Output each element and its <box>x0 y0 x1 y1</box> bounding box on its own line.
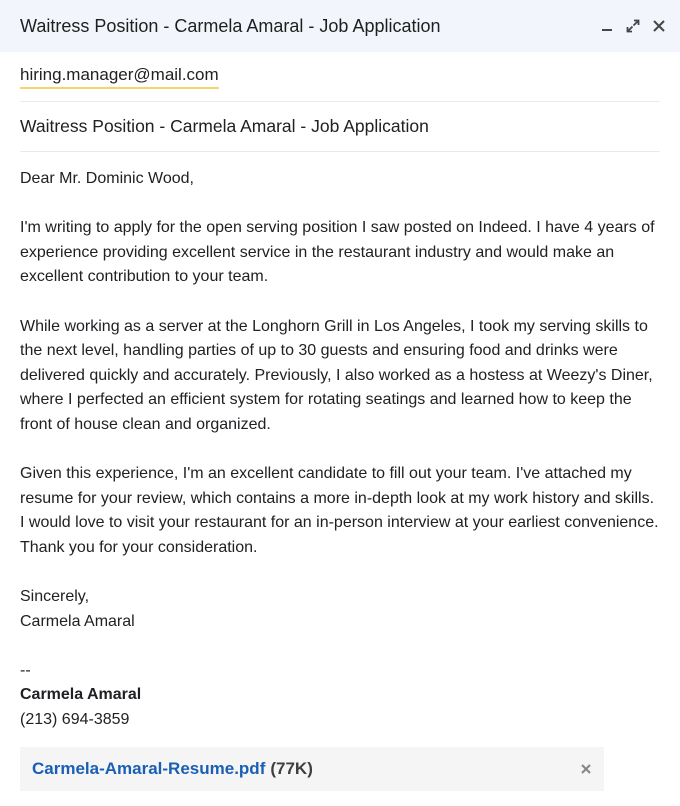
recipient-email[interactable]: hiring.manager@mail.com <box>20 64 219 89</box>
signature-phone: (213) 694-3859 <box>20 711 130 729</box>
signature-name: Carmela Amaral <box>20 686 142 704</box>
greeting: Dear Mr. Dominic Wood, <box>20 170 194 187</box>
body-paragraph-1: I'm writing to apply for the open serving position I saw posted on Indeed. I have 4 years of experience providing excellent service in the restaurant industry and would make an excellent contribution to your team. <box>20 219 655 286</box>
attachment-filename[interactable]: Carmela-Amaral-Resume.pdf <box>32 758 266 778</box>
message-body[interactable] <box>0 152 680 733</box>
signature-separator: -- <box>20 661 31 679</box>
closing-name: Carmela Amaral <box>20 612 135 630</box>
window-controls <box>598 17 668 35</box>
expand-icon[interactable] <box>624 17 642 35</box>
attachment-size: (77K) <box>270 758 313 778</box>
window-title: Waitress Position - Carmela Amaral - Job Application <box>20 15 441 36</box>
close-icon[interactable] <box>650 17 668 35</box>
remove-icon[interactable] <box>578 761 594 777</box>
subject-value[interactable]: Waitress Position - Carmela Amaral - Job Application <box>20 116 429 136</box>
closing: Sincerely, <box>20 588 90 606</box>
subject-field[interactable] <box>20 102 660 152</box>
body-paragraph-2: While working as a server at the Longhorn Grill in Los Angeles, I took my serving skills to the next level, handling parties of up to 30 guests and ensuring food and drinks were delivered quickly and accurately. Previously, I also worked as a hostess at Weezy's Diner, where I perfected an efficient system for rotating seatings and learned how to keep the front of house clean and organized. <box>20 317 653 433</box>
body-paragraph-3: Given this experience, I'm an excellent candidate to fill out your team. I've attached my resume for your review, which contains a more in-depth look at my work history and skills. I would love to visit your restaurant for an in-person interview at your earliest convenience. Thank you for your consideration. <box>20 465 659 556</box>
minimize-icon[interactable] <box>598 17 616 35</box>
recipients-field[interactable] <box>20 52 660 102</box>
attachment-chip[interactable] <box>20 747 604 791</box>
compose-titlebar[interactable] <box>0 0 680 52</box>
